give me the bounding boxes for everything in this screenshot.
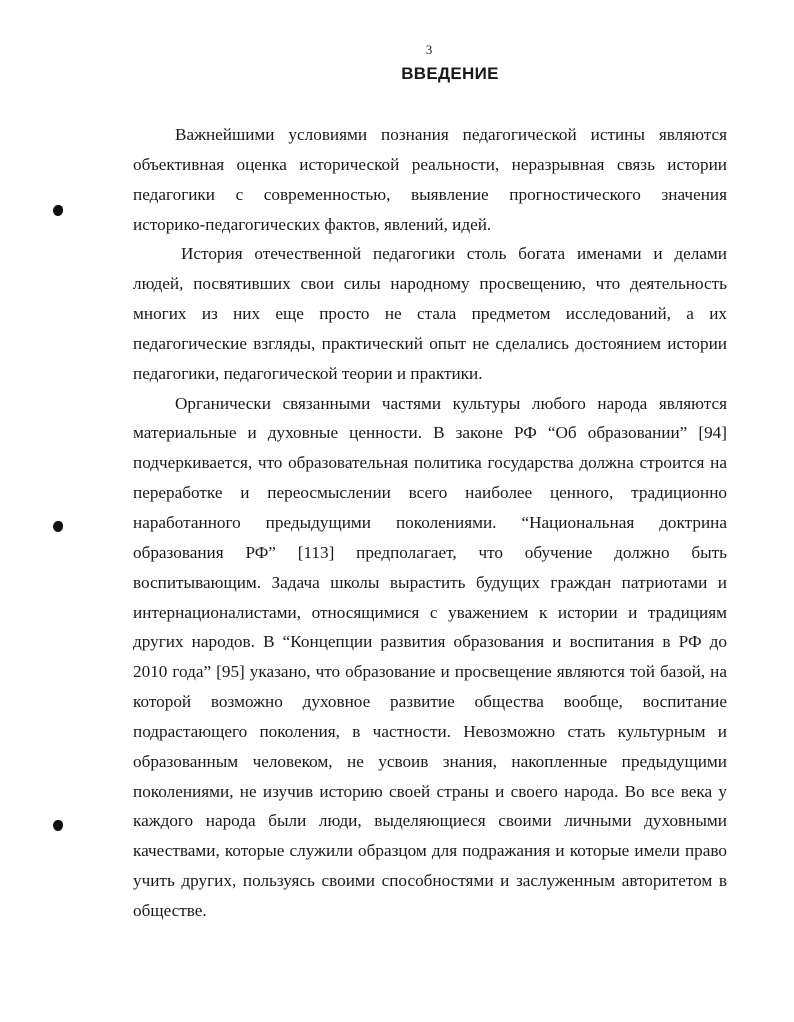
text-line: наработанного предыдущими поколениями. “Национальная доктрина (133, 512, 727, 532)
text-line: подчеркивается, что образовательная политика государства должна строится на (133, 453, 727, 473)
text-line: людей, посвятивших свои силы народному просвещению, что деятельность (133, 274, 727, 294)
text-line: переработке и переосмыслении всего наиболее ценного, традиционно (133, 483, 727, 503)
text-line: других народов. В “Концепции развития образования и воспитания в РФ до (133, 632, 727, 652)
punch-hole-mark (53, 205, 63, 216)
text-line: педагогики, педагогической теории и практики. (133, 363, 483, 383)
text-line: Органически связанными частями культуры любого народа являются (175, 393, 727, 413)
document-body (133, 120, 727, 926)
text-line: учить других, пользуясь своими способностями и заслуженным авторитетом в (133, 871, 727, 891)
text-line: образованным человеком, не усвоив знания, накопленные предыдущими (133, 751, 727, 771)
text-line: воспитывающим. Задача школы вырастить будущих граждан патриотами и (133, 572, 727, 592)
text-line: объективная оценка исторической реальности, неразрывная связь истории (133, 154, 727, 174)
text-line: интернационалистами, относящимися с уважением к истории и традициям (133, 602, 727, 622)
text-line: 2010 года” [95] указано, что образование и просвещение являются той базой, на (133, 662, 727, 682)
text-line: обществе. (133, 900, 207, 920)
text-line: История отечественной педагогики столь богата именами и делами (181, 244, 727, 264)
text-line: материальные и духовные ценности. В законе РФ “Об образовании” [94] (133, 423, 727, 443)
text-line: поколениями, не изучив историю своей страны и своего народа. Во все века у (133, 781, 727, 801)
text-line: подрастающего поколения, в частности. Невозможно стать культурным и (133, 721, 727, 741)
text-line: качествами, которые служили образцом для подражания и которые имели право (133, 841, 727, 861)
paragraph (133, 239, 727, 388)
punch-hole-mark (53, 521, 63, 532)
text-line: Важнейшими условиями познания педагогической истины являются (175, 125, 727, 144)
text-line: многих из них еще просто не стала предметом исследований, а их (133, 304, 727, 324)
paragraph (133, 389, 727, 926)
text-line: каждого народа были люди, выделяющиеся своими личными духовными (133, 811, 727, 831)
section-title: ВВЕДЕНИЕ (401, 64, 499, 83)
page-number: 3 (425, 42, 433, 57)
text-line: историко-педагогических фактов, явлений, идей. (133, 214, 492, 234)
punch-hole-mark (53, 820, 63, 831)
text-line: которой возможно духовное развитие общества вообще, воспитание (133, 692, 727, 712)
text-line: педагогики с современностью, выявление прогностического значения (133, 184, 727, 204)
text-line: педагогические взгляды, практический опыт не сделались достоянием истории (133, 333, 727, 353)
paragraph (133, 120, 727, 239)
text-line: образования РФ” [113] предполагает, что обучение должно быть (133, 542, 727, 562)
